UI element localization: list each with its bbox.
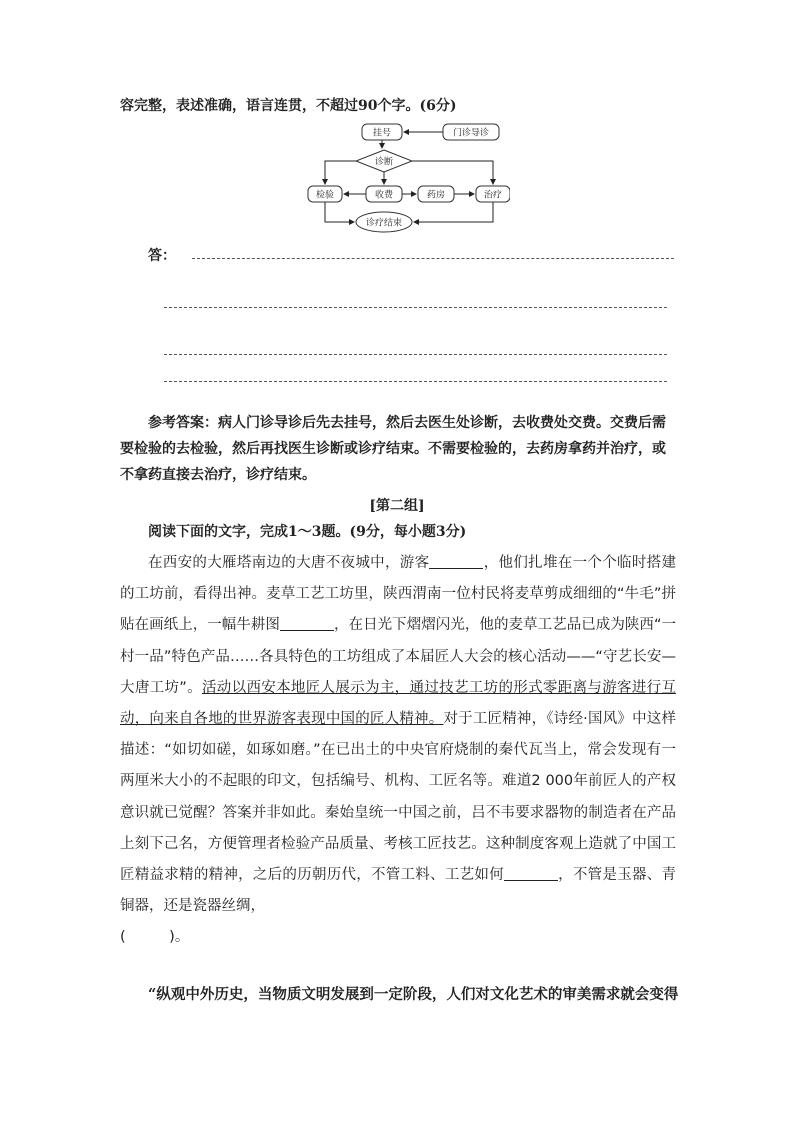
blank-1[interactable]: [429, 554, 483, 570]
answer-label: 答：: [148, 248, 176, 264]
flowchart: [300, 118, 510, 238]
node-jianyan-label: 检验: [315, 190, 335, 201]
underlined-sentence: 活动以西安本地匠人展示为主，通过技艺工坊的形式零距离与游客进行互动，向来自各地的世界游客表现中国的匠人精神。: [120, 679, 677, 728]
node-guahao-label: 挂号: [372, 128, 392, 139]
node-jieshu-label: 诊疗结束: [365, 218, 403, 229]
passage-s3: ，在日光下熠熠闪光，他的麦草工艺品已成为陕西“一村一品”特色产品……各具特色的工坊组成了本届匠人大会的核心活动——“守艺长安—大唐工坊”。: [120, 617, 676, 696]
blank-3[interactable]: [504, 866, 558, 882]
blank-2[interactable]: [280, 616, 334, 632]
passage: [120, 548, 676, 954]
answer-paren[interactable]: ( )。: [120, 929, 190, 946]
passage-s5: ，不管是玉器、青铜器，还是瓷器丝绸，: [120, 867, 677, 915]
answer-line-3[interactable]: [164, 354, 667, 355]
answer-line-4[interactable]: [164, 381, 667, 382]
last-line: “纵观中外历史，当物质文明发展到一定阶段，人们对文化艺术的审美需求就会变得: [148, 986, 679, 1003]
node-zhiliao-label: 治疗: [483, 190, 503, 201]
question-tail: 容完整，表述准确，语言连贯，不超过90个字。(6分): [120, 98, 457, 114]
node-menzhen-label: 门诊导诊: [452, 128, 490, 139]
answer-line-2[interactable]: [164, 307, 667, 308]
passage-s2: ，他们扎堆在一个个临时搭建的工坊前，看得出神。麦草工艺工坊里，陕西渭南一位村民将麦草剪成细细的“牛毛”拼贴在画纸上，一幅牛耕图: [120, 555, 676, 634]
node-zhenduan-label: 诊断: [374, 157, 394, 168]
passage-s1: 在西安的大雁塔南边的大唐不夜城中，游客: [148, 555, 430, 571]
passage-s4: 对于工匠精神，《诗经·国风》中这样描述：“如切如磋，如琢如磨。”在已出土的中央官府烧制的秦代瓦当上，常会发现有一两厘米大小的不起眼的印文，包括编号、机构、工匠名等。难道2 000年前匠人的产权意识就已觉醒？答案并非如此。秦始皇统一中国之前，吕不韦要求器物的制造者在产品上刻下己名，方便管理者检验产品质量、考核工匠技艺。这种制度客观上造就了中国工匠精益求精的精神，之后的历朝历代，不管工料、工艺如何: [120, 711, 676, 884]
node-shoufei-label: 收费: [374, 190, 394, 201]
reference-answer: 参考答案：病人门诊导诊后先去挂号，然后去医生处诊断，去收费处交费。交费后需要检验的去检验，然后再找医生诊断或诊疗结束。不需要检验的，去药房拿药并治疗，或不拿药直接去治疗，诊疗结束。: [120, 415, 666, 483]
node-yaofang-label: 药房: [426, 190, 446, 201]
group-title: [第二组]: [369, 498, 425, 514]
answer-line-1[interactable]: [192, 258, 674, 259]
instruction: 阅读下面的文字，完成1～3题。(9分，每小题3分): [148, 524, 467, 540]
